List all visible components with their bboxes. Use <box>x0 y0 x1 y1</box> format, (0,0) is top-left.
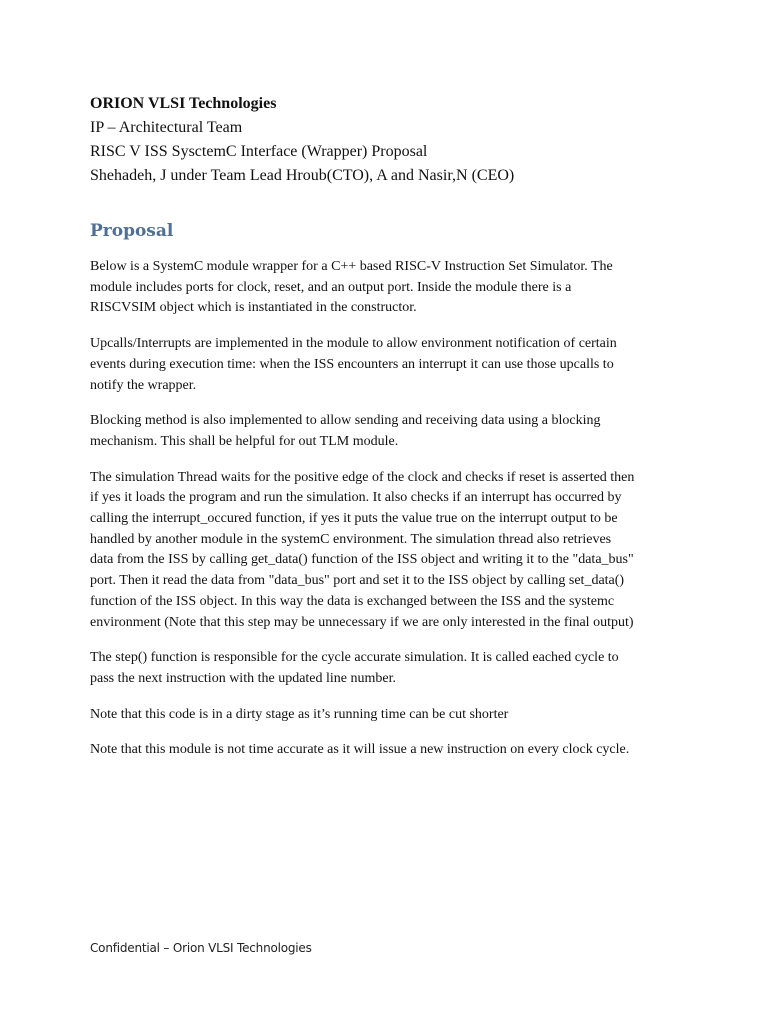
document-header <box>90 92 690 188</box>
body-paragraph <box>90 411 690 452</box>
paragraph-line: Upcalls/Interrupts are implemented in the module to allow environment notification of certain <box>90 336 617 352</box>
page-footer: Confidential – Orion VLSI Technologies <box>90 941 312 955</box>
body-paragraph <box>90 334 690 396</box>
paragraph-line: pass the next instruction with the updated line number. <box>90 670 396 686</box>
paragraph-line: Blocking method is also implemented to allow sending and receiving data using a blocking <box>90 413 601 429</box>
body-paragraph <box>90 648 690 689</box>
body-paragraph <box>90 257 690 319</box>
paragraph-line: The simulation Thread waits for the positive edge of the clock and checks if reset is asserted then <box>90 469 635 485</box>
paragraph-gap <box>90 690 690 705</box>
paragraph-line: Note that this code is in a dirty stage as it’s running time can be cut shorter <box>90 706 509 722</box>
paragraph-line: environment (Note that this step may be unnecessary if we are only interested in the final output) <box>90 614 634 630</box>
paragraph-line: The step() function is responsible for the cycle accurate simulation. It is called eached cycle to <box>90 650 619 666</box>
paragraph-line: calling the interrupt_occured function, if yes it puts the value true on the interrupt output to be <box>90 511 618 527</box>
paragraph-line: notify the wrapper. <box>90 377 197 393</box>
document-title: RISC V ISS SysctemC Interface (Wrapper) Proposal <box>90 143 428 160</box>
paragraph-line: port. Then it read the data from "data_bus" port and set it to the ISS object by calling set_data() <box>90 573 625 589</box>
paragraph-gap <box>90 396 690 411</box>
paragraph-line: if yes it loads the program and run the simulation. It also checks if an interrupt has occurred by <box>90 490 622 506</box>
team-name: IP – Architectural Team <box>90 119 243 136</box>
paragraph-line: Note that this module is not time accurate as it will issue a new instruction on every clock cycle. <box>90 742 630 758</box>
paragraph-gap <box>90 319 690 334</box>
paragraph-gap <box>90 453 690 468</box>
paragraph-line: data from the ISS by calling get_data() function of the ISS object and writing it to the "data_bus" <box>90 552 634 568</box>
paragraph-line: module includes ports for clock, reset, and an output port. Inside the module there is a <box>90 279 572 295</box>
paragraph-line: events during execution time: when the ISS encounters an interrupt it can use those upcalls to <box>90 356 614 372</box>
paragraph-line: mechanism. This shall be helpful for out TLM module. <box>90 433 399 449</box>
paragraph-gap <box>90 725 690 740</box>
paragraph-line: handled by another module in the systemC environment. The simulation thread also retrieves <box>90 531 612 547</box>
organization-name: ORION VLSI Technologies <box>90 95 277 112</box>
paragraph-line: Below is a SystemC module wrapper for a C++ based RISC-V Instruction Set Simulator. The <box>90 259 613 274</box>
paragraph-line: function of the ISS object. In this way the data is exchanged between the ISS and the systemc <box>90 593 615 609</box>
paragraph-gap <box>90 633 690 648</box>
body-paragraph <box>90 705 690 726</box>
section-heading: Proposal <box>90 221 174 241</box>
document-body <box>90 257 690 761</box>
body-paragraph <box>90 740 690 761</box>
body-paragraph <box>90 468 690 634</box>
paragraph-line: RISCVSIM object which is instantiated in the constructor. <box>90 300 417 316</box>
document-authors: Shehadeh, J under Team Lead Hroub(CTO), A and Nasir,N (CEO) <box>90 167 515 184</box>
